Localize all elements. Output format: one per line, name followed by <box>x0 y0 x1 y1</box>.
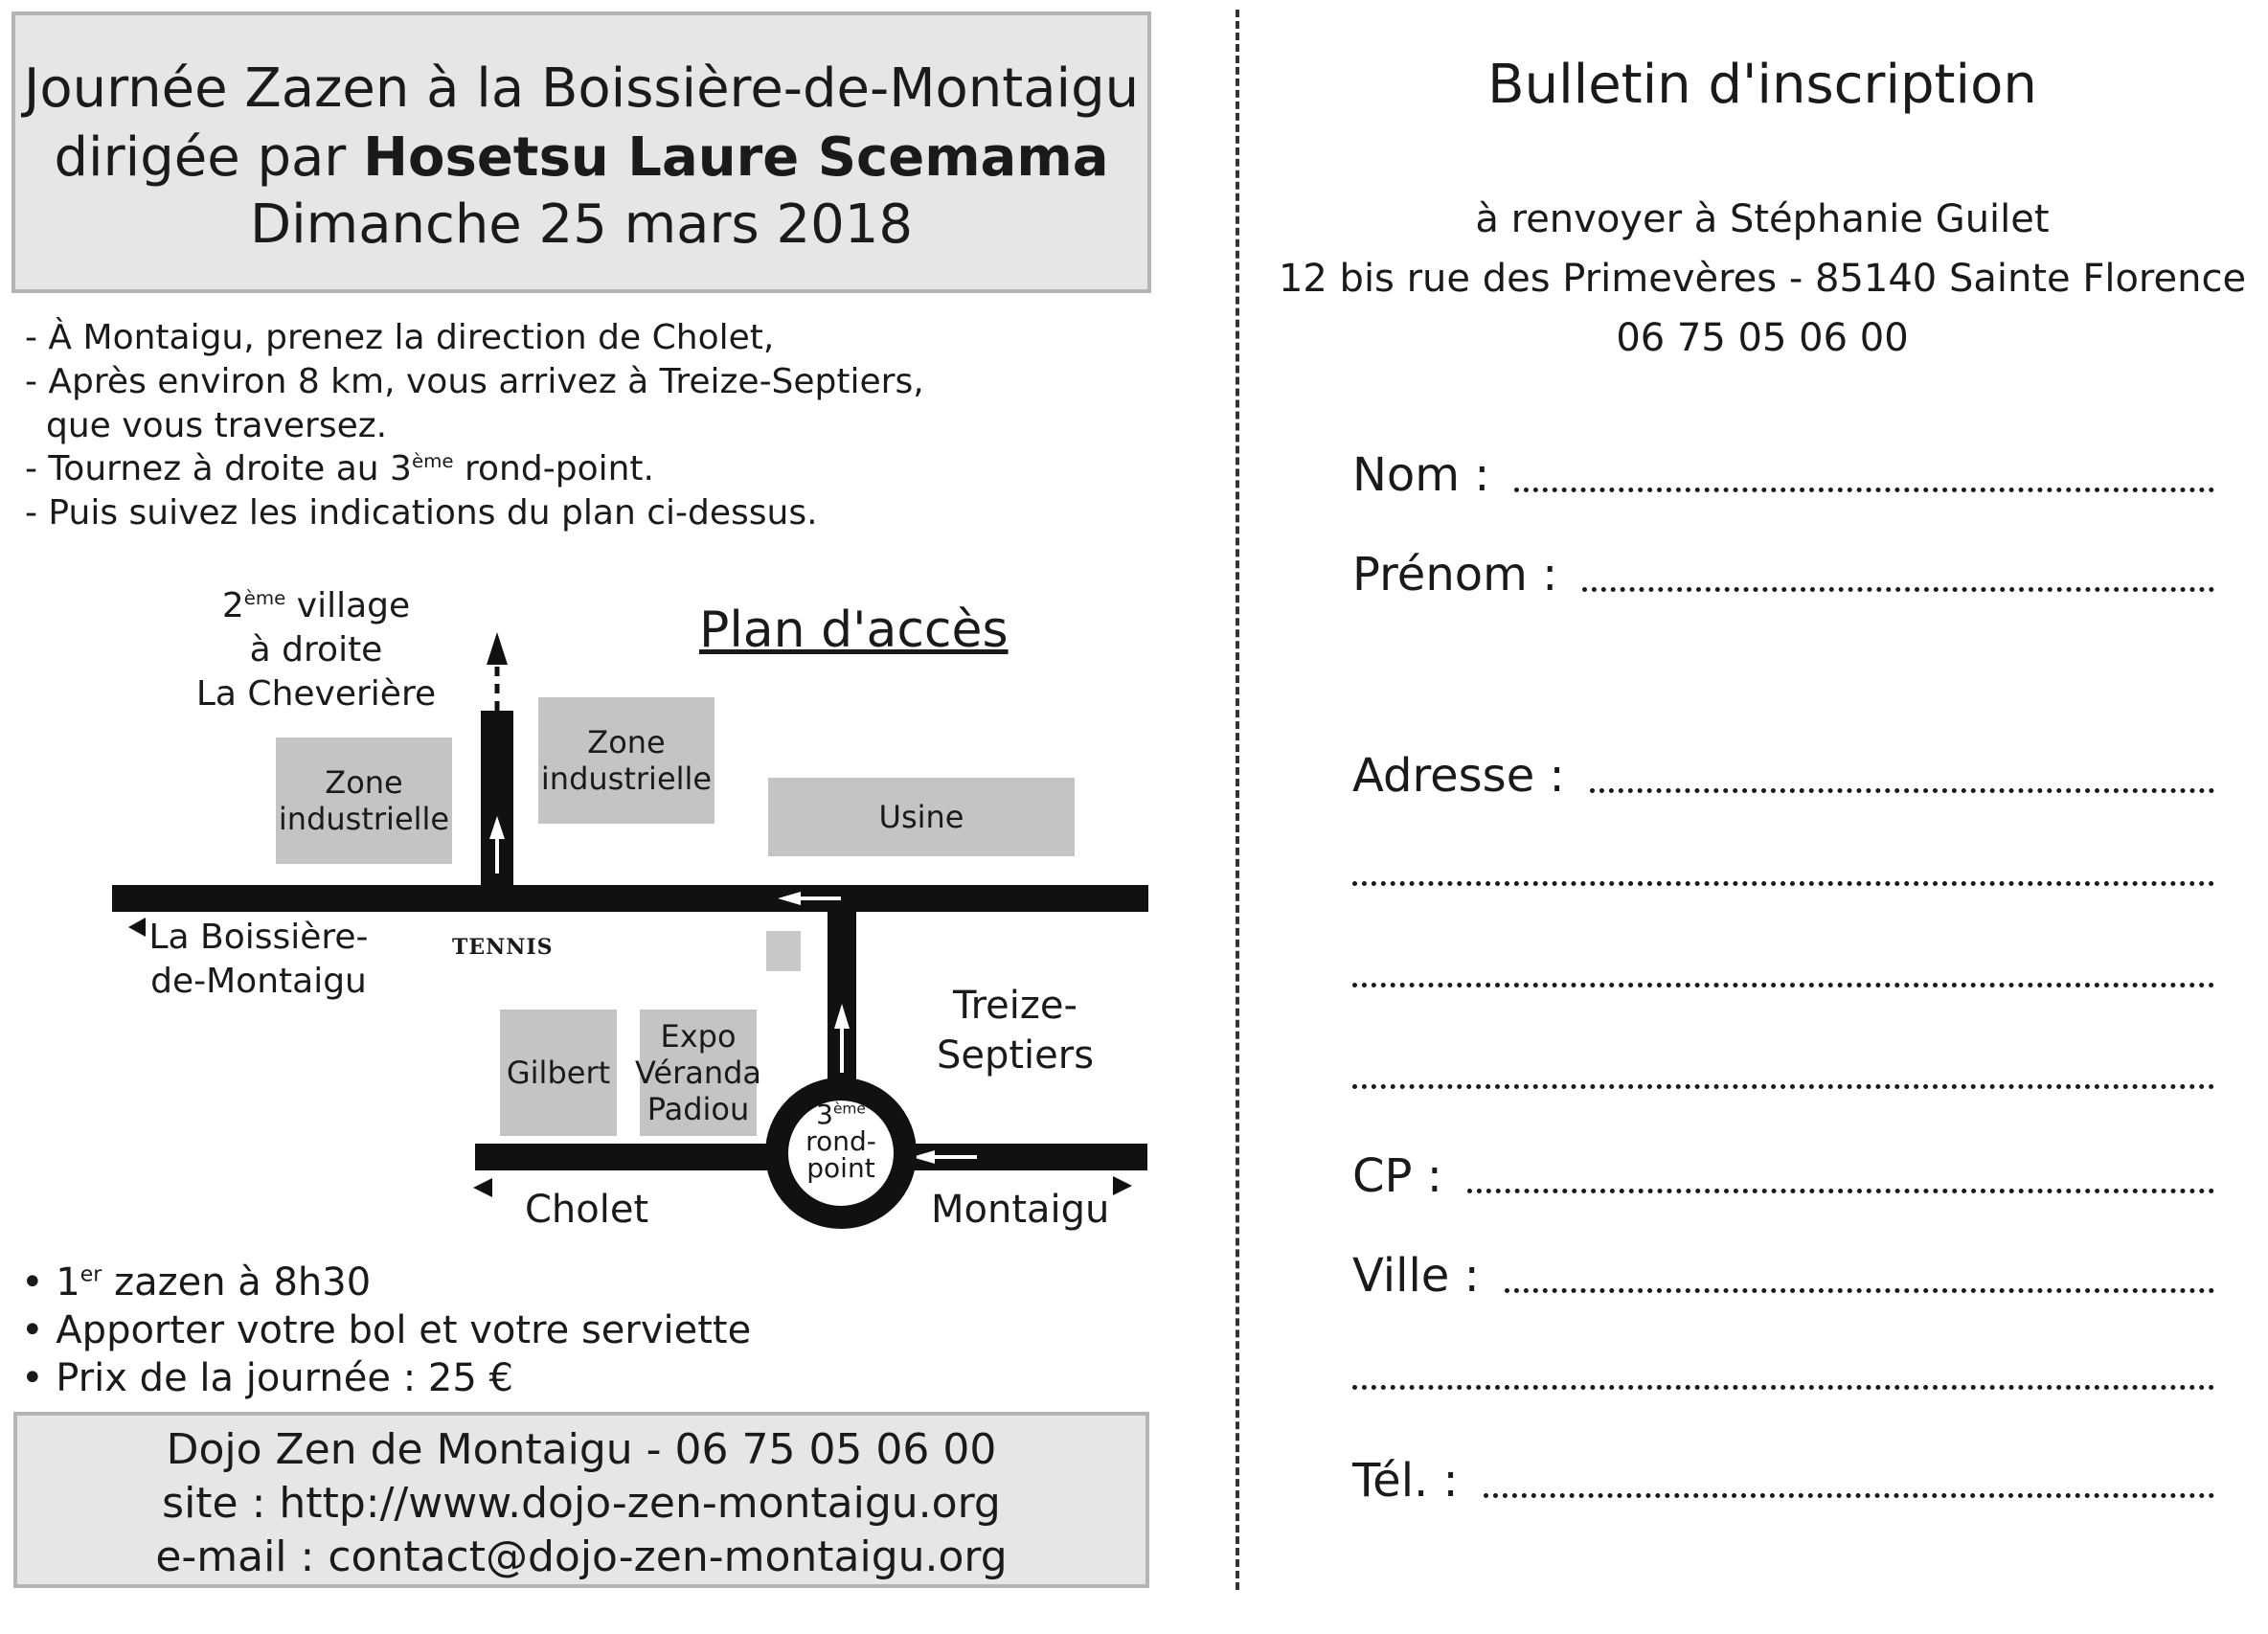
nom-field[interactable] <box>1352 448 2214 502</box>
direction-line-1: - À Montaigu, prenez la direction de Cholet, <box>25 318 775 357</box>
adresse-line-4[interactable] <box>1352 1084 2214 1089</box>
dojo-email[interactable]: e-mail : contact@dojo-zen-montaigu.org <box>155 1532 1008 1581</box>
ville-line-2[interactable] <box>1352 1385 2214 1390</box>
info-bring-bowl: • Apporter votre bol et votre serviette <box>21 1308 752 1352</box>
main-road <box>112 885 1148 912</box>
direction-line-3: que vous traversez. <box>46 406 388 445</box>
ville-label: Ville : <box>1352 1249 1480 1303</box>
map-title: Plan d'accès <box>699 601 1009 659</box>
road-cholet <box>475 1144 778 1170</box>
prenom-field[interactable] <box>1352 548 2214 601</box>
form-address: 12 bis rue des Primevères - 85140 Sainte Florence <box>1278 257 2247 301</box>
event-date: Dimanche 25 mars 2018 <box>249 193 913 256</box>
montaigu-label: Montaigu <box>931 1188 1110 1232</box>
adresse-label: Adresse : <box>1352 749 1565 803</box>
direction-line-4: - Tournez à droite au 3ème rond-point. <box>25 449 654 488</box>
direction-line-5: - Puis suivez les indications du plan ci-dessus. <box>25 493 818 533</box>
zone-industrielle-2: Zone industrielle <box>538 697 714 824</box>
village-label: 2ème village à droite La Cheverière <box>195 586 437 714</box>
boissiere-label: La Boissière- de-Montaigu <box>148 918 369 1001</box>
ville-field[interactable] <box>1352 1249 2214 1303</box>
form-send-to: à renvoyer à Stéphanie Guilet <box>1475 197 2050 241</box>
cholet-label: Cholet <box>525 1188 649 1232</box>
prenom-label: Prénom : <box>1352 548 1558 601</box>
event-director: dirigée par Hosetsu Laure Scemama <box>54 126 1109 189</box>
zone-industrielle-1: Zone industrielle <box>276 738 452 864</box>
tel-label: Tél. : <box>1352 1454 1459 1508</box>
expo-veranda-padiou: Expo Véranda Padiou <box>640 1010 757 1136</box>
adresse-line-2[interactable] <box>1352 881 2214 886</box>
usine: Usine <box>768 778 1075 856</box>
cut-line <box>1236 10 1239 1590</box>
tennis-label: TENNIS <box>452 935 554 960</box>
info-price: • Prix de la journée : 25 € <box>21 1356 513 1400</box>
tel-field[interactable] <box>1352 1454 2214 1508</box>
dojo-contact-box <box>13 1412 1149 1588</box>
arrow-cholet <box>473 1178 492 1197</box>
gilbert: Gilbert <box>500 1010 617 1136</box>
treize-septiers-label: Treize- Septiers <box>936 984 1095 1078</box>
dojo-name-phone: Dojo Zen de Montaigu - 06 75 05 06 00 <box>166 1425 997 1474</box>
adresse-line-3[interactable] <box>1352 983 2214 987</box>
form-title: Bulletin d'inscription <box>1487 54 2037 116</box>
info-first-zazen: • 1er zazen à 8h30 <box>21 1260 372 1305</box>
cp-field[interactable] <box>1352 1149 2214 1203</box>
adresse-field[interactable] <box>1352 749 2214 803</box>
director-name: Hosetsu Laure Scemama <box>363 126 1109 189</box>
form-phone: 06 75 05 06 00 <box>1616 316 1909 360</box>
nom-label: Nom : <box>1352 448 1490 502</box>
arrow-north <box>487 632 508 665</box>
arrow-montaigu <box>1113 1176 1132 1195</box>
cp-label: CP : <box>1352 1149 1442 1203</box>
direction-line-2: - Après environ 8 km, vous arrivez à Treize-Septiers, <box>25 362 924 401</box>
event-title: Journée Zazen à la Boissière-de-Montaigu <box>23 57 1140 120</box>
roundabout-label: 3ème rond- point <box>805 1099 876 1184</box>
dojo-website[interactable]: site : http://www.dojo-zen-montaigu.org <box>162 1479 1001 1528</box>
